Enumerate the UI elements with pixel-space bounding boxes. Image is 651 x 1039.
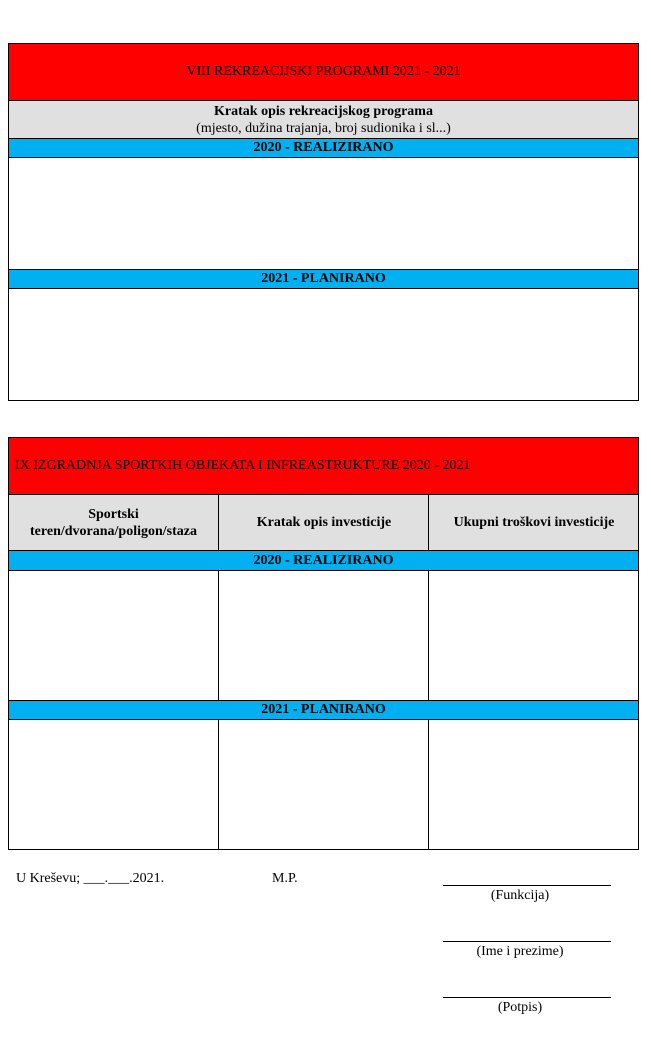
section9-header-divider-1 [218, 494, 219, 551]
signature-label: (Potpis) [497, 1000, 543, 1015]
signature-line[interactable] [443, 997, 611, 998]
section9-realized-label: 2020 - REALIZIRANO [253, 552, 394, 568]
section9-header-divider-2 [428, 494, 429, 551]
section8-description-header [8, 100, 639, 139]
section8-planned-label: 2021 - PLANIRANO [261, 271, 386, 286]
section9-planned-divider-2 [428, 719, 429, 850]
section9-title-bar [8, 437, 639, 495]
section9-col3-header [429, 494, 639, 551]
section9-col1-line2: teren/dvorana/poligon/staza [30, 523, 197, 539]
section8-planned-field[interactable] [8, 288, 639, 401]
section9-realized-cell-2[interactable] [219, 571, 428, 700]
section8-realized-label: 2020 - REALIZIRANO [253, 140, 394, 155]
section9-realized-cell-1[interactable] [9, 571, 218, 700]
section9-planned-cell-3[interactable] [429, 720, 638, 849]
section8-realized-bar [8, 138, 639, 158]
section8-planned-bar [8, 269, 639, 289]
section9-col1-line1: Sportski [88, 506, 139, 522]
section9-realized-cell-3[interactable] [429, 571, 638, 700]
section9-col1-header [8, 494, 219, 551]
section9-title: IX IZGRADNJA SPORTKIH OBJEKATA I INFREASTRUKTURE 2020 - 2021 [15, 458, 471, 473]
section9-planned-bar [8, 700, 639, 720]
section9-planned-cell-2[interactable] [219, 720, 428, 849]
section8-desc-sub: (mjesto, dužina trajanja, broj sudionika i sl...) [196, 120, 451, 136]
place-date-text: U Kreševu; ___.___.2021. [16, 871, 165, 886]
name-label: (Ime i prezime) [476, 944, 564, 959]
section9-col2-header [219, 494, 429, 551]
section9-col3-label: Ukupni troškovi investicije [453, 514, 615, 530]
function-label: (Funkcija) [490, 888, 550, 903]
section9-realized-divider-1 [218, 570, 219, 701]
section8-title-bar [8, 43, 639, 101]
section8-title: VIII REKREACIJSKI PROGRAMI 2021 - 2021 [186, 64, 461, 79]
section9-planned-label: 2021 - PLANIRANO [261, 702, 386, 717]
section9-planned-divider-1 [218, 719, 219, 850]
section9-realized-bar [8, 550, 639, 571]
section9-col2-label: Kratak opis investicije [256, 514, 392, 530]
section9-realized-divider-2 [428, 570, 429, 701]
function-signature-line[interactable] [443, 885, 611, 886]
name-signature-line[interactable] [443, 941, 611, 942]
stamp-text: M.P. [272, 871, 298, 886]
section8-realized-field[interactable] [8, 157, 639, 270]
section8-desc-heading: Kratak opis rekreacijskog programa [214, 103, 433, 119]
section9-planned-cell-1[interactable] [9, 720, 218, 849]
